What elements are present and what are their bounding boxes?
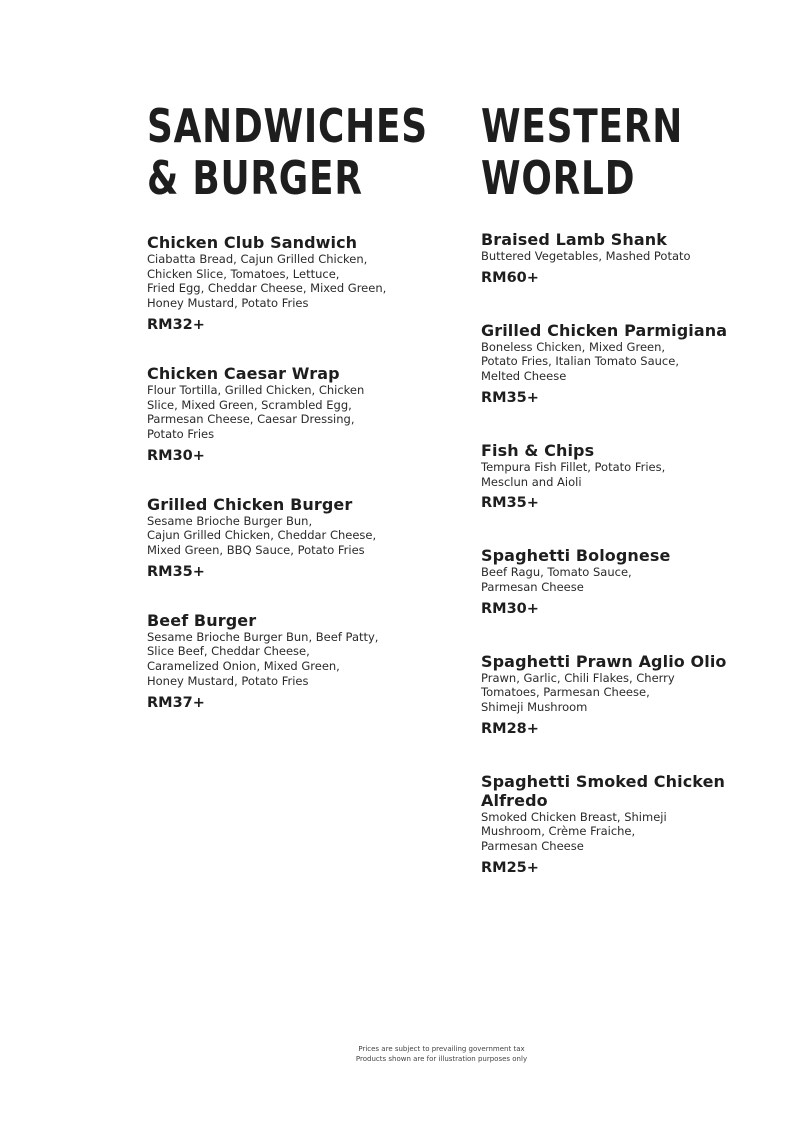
item-price: RM25+ (481, 859, 539, 876)
item-name: Grilled Chicken Parmigiana (481, 320, 728, 340)
item-name: Beef Burger (147, 610, 257, 630)
menu-item-grilled-chicken-burger (147, 495, 437, 581)
menu-item-list (147, 233, 437, 712)
item-price: RM30+ (147, 447, 205, 464)
western-world-section (481, 100, 771, 877)
item-price: RM37+ (147, 694, 205, 711)
item-name: Braised Lamb Shank (481, 230, 667, 249)
item-price: RM35+ (147, 563, 205, 580)
item-name: Spaghetti Bolognese (481, 546, 671, 566)
section-title-line: WORLD (481, 151, 636, 205)
section-title-western-world (481, 100, 707, 204)
section-title-line: SANDWICHES (147, 99, 428, 153)
item-description: Prawn, Garlic, Chili Flakes, Cherry Tomatoes, Parmesan Cheese, Shimeji Mushroom (481, 670, 675, 715)
item-description: Flour Tortilla, Grilled Chicken, Chicken Slice, Mixed Green, Scrambled Egg, Parmesan Cheese, Caesar Dressing, Potato Fries (147, 382, 365, 441)
item-name: Spaghetti Prawn Aglio Olio (481, 651, 727, 671)
item-name: Fish & Chips (481, 440, 595, 460)
menu-item-spaghetti-smoked-chicken-alfredo (481, 772, 771, 877)
section-title-sandwiches-burger (147, 99, 428, 205)
item-name: Chicken Club Sandwich (147, 233, 358, 252)
item-description: Ciabatta Bread, Cajun Grilled Chicken, Chicken Slice, Tomatoes, Lettuce, Fried Egg, Cheddar Cheese, Mixed Green, Honey Mustard, Potato Fries (147, 252, 387, 311)
item-name: Spaghetti Smoked Chicken Alfredo (481, 771, 726, 810)
item-description: Boneless Chicken, Mixed Green, Potato Fries, Italian Tomato Sauce, Melted Cheese (481, 339, 679, 384)
item-description: Smoked Chicken Breast, Shimeji Mushroom, Crème Fraiche, Parmesan Cheese (481, 809, 667, 854)
footer-disclaimer (0, 1044, 793, 1064)
menu-item-spaghetti-bolognese (481, 546, 771, 617)
item-description: Beef Ragu, Tomato Sauce, Parmesan Cheese (481, 565, 632, 594)
item-price: RM35+ (481, 495, 539, 512)
item-description: Buttered Vegetables, Mashed Potato (481, 249, 691, 263)
menu-item-list (481, 230, 771, 877)
menu-item-chicken-club-sandwich (147, 233, 437, 334)
item-price: RM60+ (481, 269, 539, 286)
menu-item-braised-lamb-shank (481, 230, 771, 287)
menu-item-spaghetti-prawn-aglio-olio (481, 652, 771, 738)
section-title-line: & BURGER (147, 151, 363, 205)
item-name: Chicken Caesar Wrap (147, 363, 340, 383)
menu-item-grilled-chicken-parmigiana (481, 321, 771, 407)
item-description: Sesame Brioche Burger Bun, Beef Patty, Slice Beef, Cheddar Cheese, Caramelized Onion, Mixed Green, Honey Mustard, Potato Fries (147, 629, 379, 688)
item-price: RM32+ (147, 316, 205, 333)
section-title-line: WESTERN (481, 99, 684, 153)
sandwiches-burger-section (147, 100, 437, 712)
footer-line-tax: Prices are subject to prevailing government tax (358, 1045, 525, 1053)
item-price: RM35+ (481, 389, 539, 406)
item-price: RM28+ (481, 720, 539, 737)
menu-item-beef-burger (147, 611, 437, 712)
menu-item-chicken-caesar-wrap (147, 364, 437, 465)
menu-item-fish-and-chips (481, 441, 771, 512)
item-description: Tempura Fish Fillet, Potato Fries, Mesclun and Aioli (481, 459, 666, 489)
footer-line-illustration: Products shown are for illustration purposes only (355, 1055, 528, 1063)
item-name: Grilled Chicken Burger (147, 494, 353, 514)
item-price: RM30+ (481, 600, 539, 617)
item-description: Sesame Brioche Burger Bun, Cajun Grilled Chicken, Cheddar Cheese, Mixed Green, BBQ Sauce, Potato Fries (147, 513, 377, 558)
